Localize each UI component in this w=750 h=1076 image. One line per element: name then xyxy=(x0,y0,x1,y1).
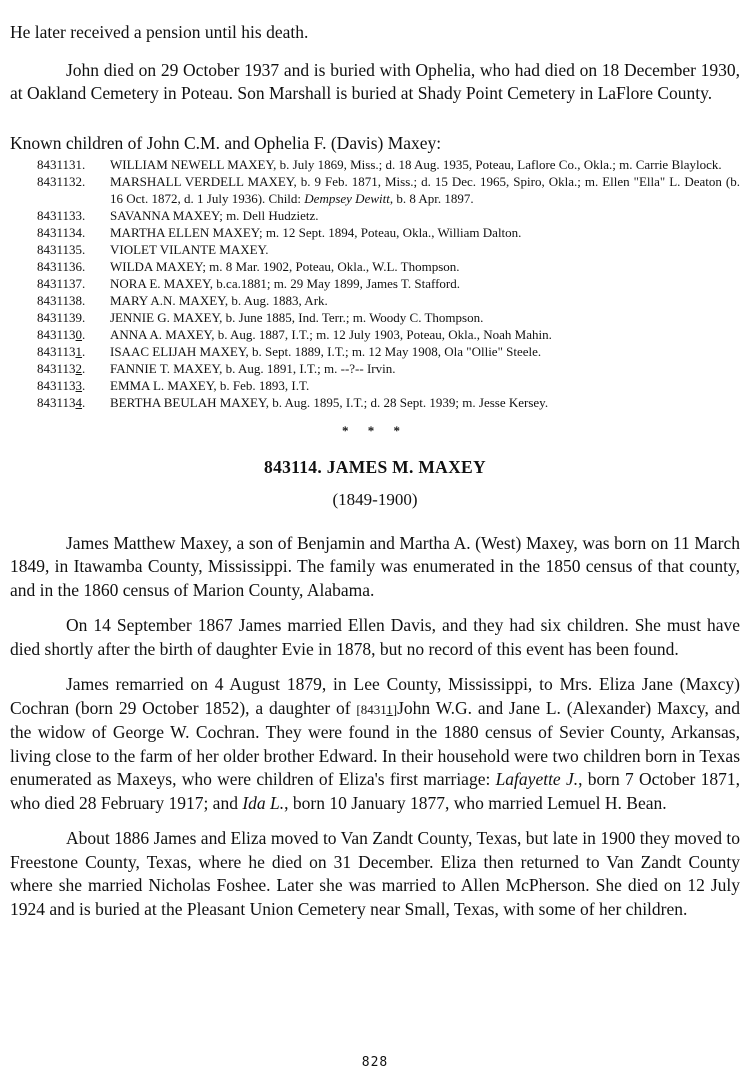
remarriage-text-a: James remarried on 4 August 1879, in Lee County, Mississippi, to Mrs. Eliza Jane (Maxcy) Cochran (born 29 October 1852), a daughter of xyxy=(10,674,740,718)
child-number: 8431137. xyxy=(37,275,86,291)
reference-number: [84311] xyxy=(356,701,398,717)
child-number: 8431136. xyxy=(37,258,86,274)
child-details: ISAAC ELIJAH MAXEY, b. Sept. 1889, I.T.; m. 12 May 1908, Ola "Ollie" Steele. xyxy=(110,343,542,359)
child-number: 8431134. xyxy=(37,224,86,240)
child-details: ANNA A. MAXEY, b. Aug. 1887, I.T.; m. 12 July 1903, Poteau, Okla., Noah Mahin. xyxy=(110,326,552,342)
child-number: 8431132. xyxy=(37,173,86,189)
child-details: MARTHA ELLEN MAXEY; m. 12 Sept. 1894, Poteau, Okla., William Dalton. xyxy=(110,224,522,240)
remarriage-text-d: , born 10 January 1877, who married Lemuel H. Bean. xyxy=(284,792,667,813)
children-list xyxy=(37,156,740,411)
child-number: 8431131. xyxy=(37,156,86,172)
child-number: 8431135. xyxy=(37,241,86,257)
child-number: 8431133. xyxy=(37,207,86,223)
child-number: 8431130. xyxy=(37,326,86,342)
document-page xyxy=(10,0,740,921)
paragraph-first-marriage: On 14 September 1867 James married Ellen Davis, and they had six children. She must have died shortly after the birth of daughter Evie in 1878, but no record of this event has been found. xyxy=(10,615,740,659)
child-number: 8431132. xyxy=(37,360,86,376)
child-entry xyxy=(37,360,740,377)
paragraph-remarriage xyxy=(10,673,740,815)
child-number: 8431133. xyxy=(37,377,86,393)
child-details: BERTHA BEULAH MAXEY, b. Aug. 1895, I.T.; d. 28 Sept. 1939; m. Jesse Kersey. xyxy=(110,394,549,410)
child-entry xyxy=(37,156,740,173)
child-number: 8431138. xyxy=(37,292,86,308)
child-details: WILDA MAXEY; m. 8 Mar. 1902, Poteau, Okla., W.L. Thompson. xyxy=(110,258,460,274)
child-entry xyxy=(37,173,740,207)
child-entry xyxy=(37,241,740,258)
child-entry xyxy=(37,343,740,360)
paragraph-later-life: About 1886 James and Eliza moved to Van Zandt County, Texas, but late in 1900 they moved to Freestone County, Texas, where he died on 31 December. Eliza then returned to Van Zandt County where she married Nicholas Foshee. Later she was married to Allen McPherson. She died on 12 July 1924 and is buried at the Pleasant Union Cemetery near Small, Texas, with some of her children. xyxy=(10,828,740,919)
child-entry xyxy=(37,309,740,326)
children-intro: Known children of John C.M. and Ophelia F. (Davis) Maxey: xyxy=(10,132,442,153)
child-details: WILLIAM NEWELL MAXEY, b. July 1869, Miss.; d. 18 Aug. 1935, Poteau, Laflore Co., Okla.; m. Carrie Blaylock. xyxy=(110,156,722,172)
section-dates: (1849-1900) xyxy=(332,489,418,509)
child-entry xyxy=(37,326,740,343)
child-details: MARSHALL VERDELL MAXEY, b. 9 Feb. 1871, Miss.; d. 15 Dec. 1965, Spiro, Okla.; m. Ellen "Ella" L. Deaton (b. 16 Oct. 1872, d. 1 July 1936). Child: Dempsey Dewitt, b. 8 Apr. 1897. xyxy=(110,173,740,206)
child-name-lafayette: Lafayette J. xyxy=(495,769,579,789)
child-details: VIOLET VILANTE MAXEY. xyxy=(110,241,269,257)
child-entry xyxy=(37,207,740,224)
paragraph-birth: James Matthew Maxey, a son of Benjamin and Martha A. (West) Maxey, was born on 11 March 1849, in Itawamba County, Mississippi. The family was enumerated in the 1850 census of that county, and in the 1860 census of Marion County, Alabama. xyxy=(10,532,740,600)
child-details: SAVANNA MAXEY; m. Dell Hudzietz. xyxy=(110,207,319,223)
child-entry xyxy=(37,275,740,292)
child-entry xyxy=(37,224,740,241)
page-number: 828 xyxy=(361,1055,389,1070)
remarriage-text-b: John W.G. and Jane L. (Alexander) Maxcy, and the widow of George W. Cochran. They were found in the 1880 census of Sevier County, Arkansas, living close to the farm of her older brother Edward. In their household were two children born in Texas enumerated as Maxeys, who were children of Eliza's first marriage: xyxy=(10,697,740,789)
child-entry xyxy=(37,394,740,411)
separator-stars: * * * xyxy=(342,422,408,438)
child-number: 8431134. xyxy=(37,394,86,410)
child-entry xyxy=(37,292,740,309)
child-name-ida: Ida L. xyxy=(242,792,285,813)
child-details: JENNIE G. MAXEY, b. June 1885, Ind. Terr.; m. Woody C. Thompson. xyxy=(110,309,484,325)
child-details: MARY A.N. MAXEY, b. Aug. 1883, Ark. xyxy=(110,292,328,308)
child-details: FANNIE T. MAXEY, b. Aug. 1891, I.T.; m. --?-- Irvin. xyxy=(110,360,396,376)
child-details: NORA E. MAXEY, b.ca.1881; m. 29 May 1899, James T. Stafford. xyxy=(110,275,461,291)
remarriage-text-c: , born 7 October 1871, who died 28 February 1917; and xyxy=(10,769,740,813)
child-number: 8431139. xyxy=(37,309,86,325)
child-entry xyxy=(37,258,740,275)
death-paragraph: John died on 29 October 1937 and is buried with Ophelia, who had died on 18 December 1930, at Oakland Cemetery in Poteau. Son Marshall is buried at Shady Point Cemetery in LaFlore County. xyxy=(10,59,740,103)
top-paragraph: He later received a pension until his death. xyxy=(10,22,309,42)
child-number: 8431131. xyxy=(37,343,86,359)
section-title: 843114. JAMES M. MAXEY xyxy=(264,456,486,477)
child-details: EMMA L. MAXEY, b. Feb. 1893, I.T. xyxy=(110,377,310,393)
child-entry xyxy=(37,377,740,394)
